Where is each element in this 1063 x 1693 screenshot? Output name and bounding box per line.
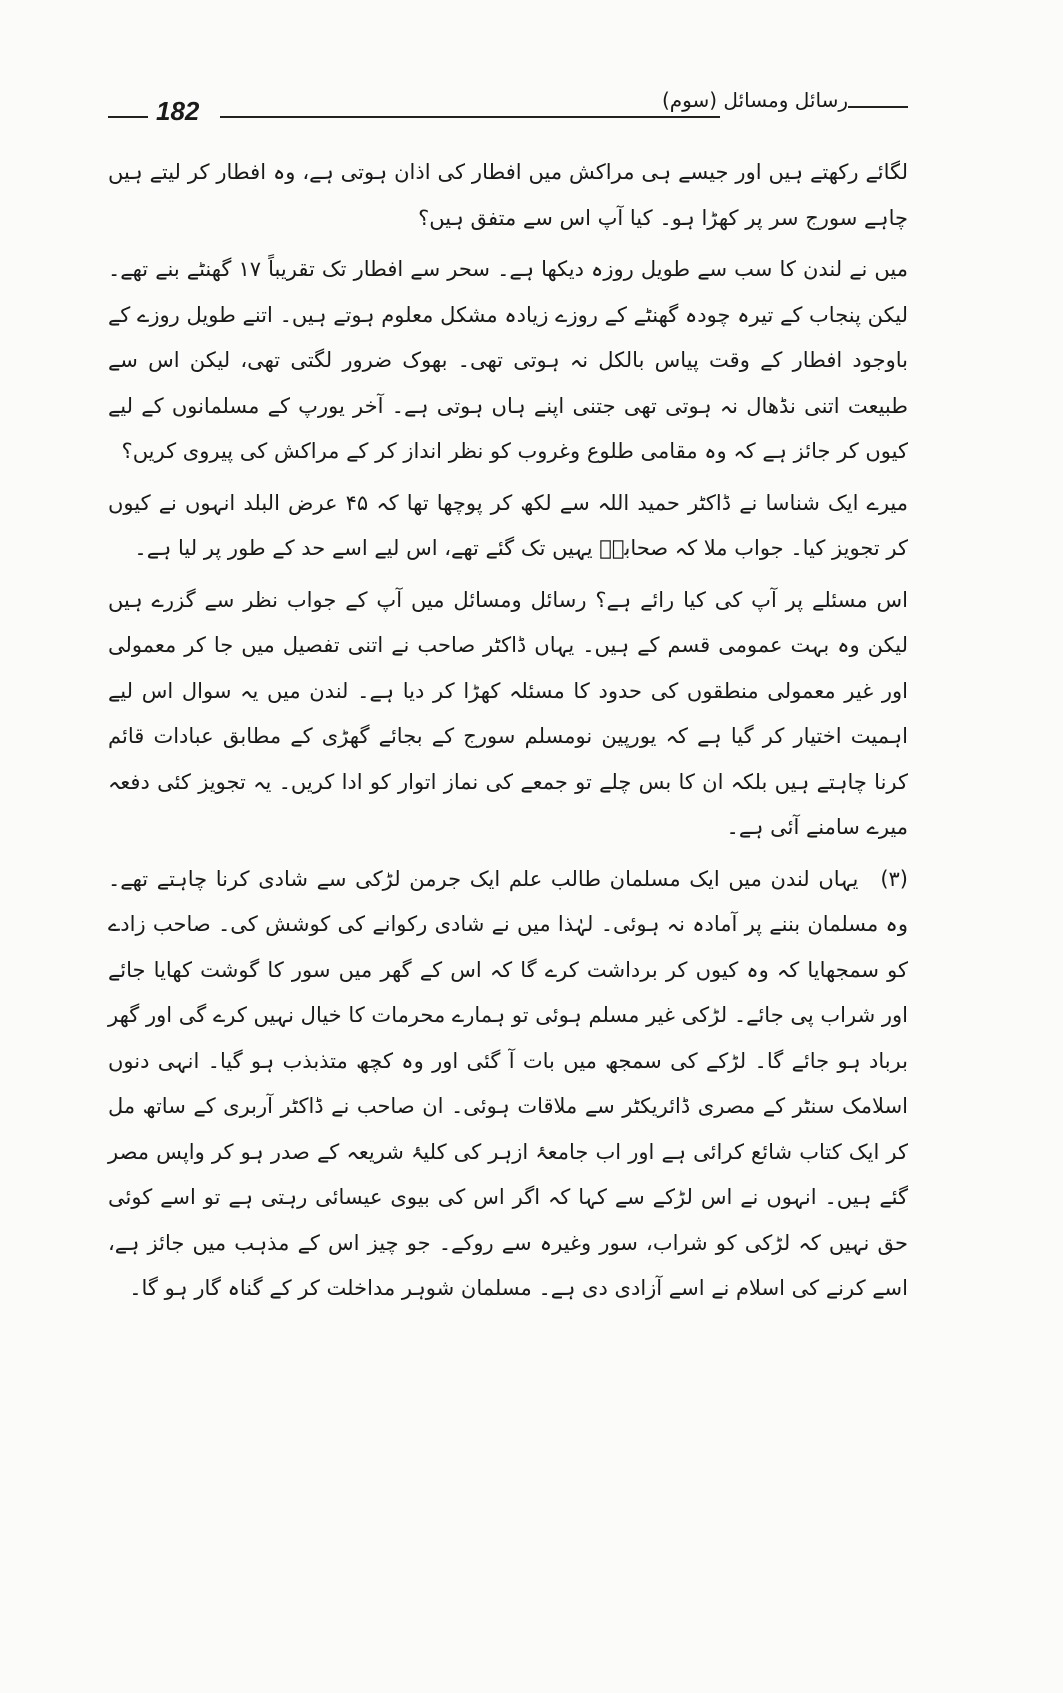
running-title: رسائل ومسائل (سوم) [661, 88, 848, 112]
paragraph-5 [108, 857, 908, 1312]
page-body [108, 150, 908, 1318]
header-rule-right [848, 106, 908, 108]
header-rule-middle [220, 116, 720, 118]
paragraph-3: میرے ایک شناسا نے ڈاکٹر حمید اللہ سے لکھ کر پوچھا تھا کہ ۴۵ عرض البلد انہوں نے کیوں کر تجویز کیا۔ جواب ملا کہ صحابہؓ یہیں تک گئے تھے، اس لیے اسے حد کے طور پر لیا ہے۔ [108, 490, 908, 560]
paragraph-5-text: یہاں لندن میں ایک مسلمان طالب علم ایک جرمن لڑکی سے شادی کرنا چاہتے تھے۔ وہ مسلمان بننے پر آمادہ نہ ہوئی۔ لہٰذا میں نے شادی رکوانے کی کوشش کی۔ صاحب زادے کو سمجھایا کہ وہ کیوں کر برداشت کرے گا کہ اس کے گھر میں سور کا گوشت کھایا جائے اور شراب پی جائے۔ لڑکی غیر مسلم ہوئی تو ہمارے محرمات کا خیال نہیں کرے گی اور گھر برباد ہو جائے گا۔ لڑکے کی سمجھ میں بات آ گئی اور وہ کچھ متذبذب ہو گیا۔ انہی دنوں اسلامک سنٹر کے مصری ڈائریکٹر سے ملاقات ہوئی۔ ان صاحب نے ڈاکٹر آربری کے ساتھ مل کر ایک کتاب شائع کرائی ہے اور اب جامعۂ ازہر کی کلیۂ شریعہ کے صدر ہو کر واپس مصر گئے ہیں۔ انہوں نے اس لڑکے سے کہا کہ اگر اس کی بیوی عیسائی رہتی ہے تو اسے کوئی حق نہیں کہ لڑکی کو شراب، سور وغیرہ سے روکے۔ جو چیز اس کے مذہب میں جائز ہے، اسے کرنے کی اسلام نے اسے آزادی دی ہے۔ مسلمان شوہر مداخلت کر کے گناہ گار ہو گا۔ [108, 866, 908, 1300]
header-rule-left [108, 116, 148, 118]
paragraph-2: میں نے لندن کا سب سے طویل روزہ دیکھا ہے۔ سحر سے افطار تک تقریباً ۱۷ گھنٹے بنے تھے۔ لیکن پنجاب کے تیرہ چودہ گھنٹے کے روزے زیادہ مشکل معلوم ہوتے ہیں۔ اتنے طویل روزے کے باوجود افطار کے وقت پیاس بالکل نہ ہوتی تھی۔ بھوک ضرور لگتی تھی، لیکن اس سے طبیعت اتنی نڈھال نہ ہوتی تھی جتنی اپنے ہاں ہوتی ہے۔ آخر یورپ کے مسلمانوں کے لیے کیوں کر جائز ہے کہ وہ مقامی طلوع وغروب کو نظر انداز کر کے مراکش کی پیروی کریں؟ [108, 257, 909, 463]
page-number: 182 [156, 96, 200, 126]
paragraph-4: اس مسئلے پر آپ کی کیا رائے ہے؟ رسائل ومسائل میں آپ کے جواب نظر سے گزرے ہیں لیکن وہ بہت عمومی قسم کے ہیں۔ یہاں ڈاکٹر صاحب نے اتنی تفصیل میں جا کر معمولی اور غیر معمولی منطقوں کی حدود کا مسئلہ کھڑا کر دیا ہے۔ لندن میں یہ سوال اس لیے اہمیت اختیار کر گیا ہے کہ یورپین نومسلم سورج کے بجائے گھڑی کے مطابق عبادات قائم کرنا چاہتے ہیں بلکہ ان کا بس چلے تو جمعے کی نماز اتوار کو ادا کریں۔ یہ تجویز کئی دفعہ میرے سامنے آئی ہے۔ [108, 587, 908, 839]
paragraph-number: (۳) [880, 866, 908, 891]
paragraph-1: لگائے رکھتے ہیں اور جیسے ہی مراکش میں افطار کی اذان ہوتی ہے، وہ افطار کر لیتے ہیں چاہے سورج سر پر کھڑا ہو۔ کیا آپ اس سے متفق ہیں؟ [108, 160, 908, 230]
page-header [108, 88, 908, 128]
